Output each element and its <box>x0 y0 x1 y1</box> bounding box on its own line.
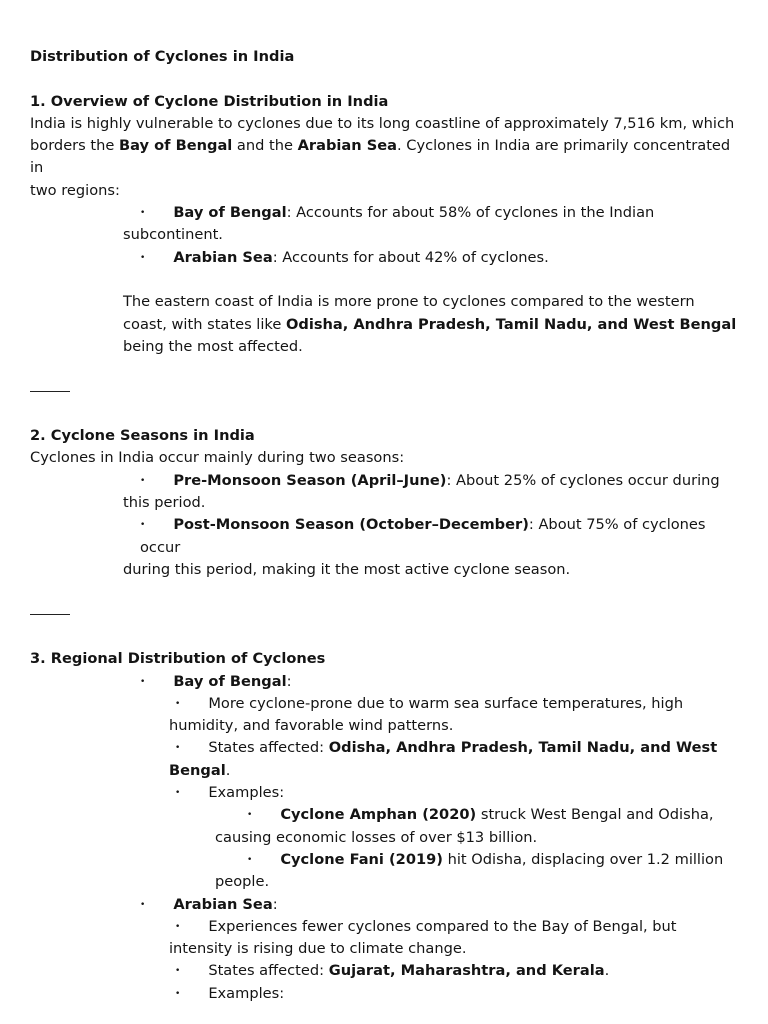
section-3-heading: 3. Regional Distribution of Cyclones <box>30 650 326 668</box>
section-2-heading: 2. Cyclone Seasons in India <box>30 427 255 445</box>
list-item: • States affected: Odisha, Andhra Pradesh, Tamil Nadu, and West <box>30 737 740 759</box>
list-item-wrap: people. <box>215 873 270 891</box>
section-1-paragraph-line: borders the Bay of Bengal and the Arabian Sea. Cyclones in India are primarily concentrated in <box>30 137 731 177</box>
list-item-wrap: Bengal. <box>169 761 231 779</box>
list-item: • States affected: Gujarat, Maharashtra, and Kerala. <box>30 960 740 982</box>
list-item: • Examples: <box>30 782 740 804</box>
list-item-bay-of-bengal: • Bay of Bengal: <box>30 671 740 693</box>
list-item-wrap: humidity, and favorable wind patterns. <box>169 717 454 735</box>
section-1-paragraph-line: two regions: <box>30 181 120 199</box>
section-1-note-line: coast, with states like Odisha, Andhra Pradesh, Tamil Nadu, and West Bengal <box>123 315 737 333</box>
bullet-icon: • <box>140 475 146 486</box>
section-2-intro: Cyclones in India occur mainly during two seasons: <box>30 449 405 467</box>
section-3-list <box>30 671 740 1005</box>
list-item: • Bay of Bengal: Accounts for about 58% of cyclones in the Indian <box>30 202 740 224</box>
list-item-arabian-sea: • Arabian Sea: <box>30 894 740 916</box>
bullet-icon: • <box>175 743 181 754</box>
section-1-bullet-list <box>30 202 740 269</box>
section-1-note-line: being the most affected. <box>123 337 303 355</box>
section-2-bullet-list <box>30 470 740 581</box>
list-item: • Pre-Monsoon Season (April–June): About 25% of cyclones occur during <box>30 470 740 492</box>
bullet-icon: • <box>140 252 146 263</box>
list-item: • Cyclone Fani (2019) hit Odisha, displacing over 1.2 million <box>30 849 740 871</box>
bullet-icon: • <box>175 988 181 999</box>
list-item: • Experiences fewer cyclones compared to the Bay of Bengal, but <box>30 916 740 938</box>
document-title: Distribution of Cyclones in India <box>30 48 295 65</box>
bullet-icon: • <box>247 810 253 821</box>
list-item: • Examples: <box>30 983 740 1005</box>
list-item: • Arabian Sea: Accounts for about 42% of cyclones. <box>30 247 740 269</box>
document-page <box>30 46 740 1005</box>
bullet-icon: • <box>140 899 146 910</box>
bullet-icon: • <box>175 966 181 977</box>
section-1-note-line: The eastern coast of India is more prone to cyclones compared to the western <box>123 293 695 311</box>
bullet-icon: • <box>140 520 146 531</box>
list-item: • Post-Monsoon Season (October–December): About 75% of cyclones occur <box>140 516 706 556</box>
list-item-wrap: subcontinent. <box>123 226 223 244</box>
bullet-icon: • <box>175 698 181 709</box>
bullet-icon: • <box>140 676 146 687</box>
list-item-wrap: this period. <box>123 494 206 512</box>
section-1-paragraph-line: India is highly vulnerable to cyclones due to its long coastline of approximately 7,516 km, which <box>30 114 735 132</box>
list-item: • More cyclone-prone due to warm sea surface temperatures, high <box>30 693 740 715</box>
bullet-icon: • <box>175 788 181 799</box>
list-item: • Cyclone Amphan (2020) struck West Bengal and Odisha, <box>30 804 740 826</box>
list-item-wrap: intensity is rising due to climate change. <box>169 940 467 958</box>
list-item-wrap: during this period, making it the most active cyclone season. <box>123 560 571 578</box>
bullet-icon: • <box>175 921 181 932</box>
bullet-icon: • <box>140 208 146 219</box>
section-1-heading: 1. Overview of Cyclone Distribution in India <box>30 92 389 110</box>
bullet-icon: • <box>247 854 253 865</box>
list-item-wrap: causing economic losses of over $13 billion. <box>215 828 538 846</box>
